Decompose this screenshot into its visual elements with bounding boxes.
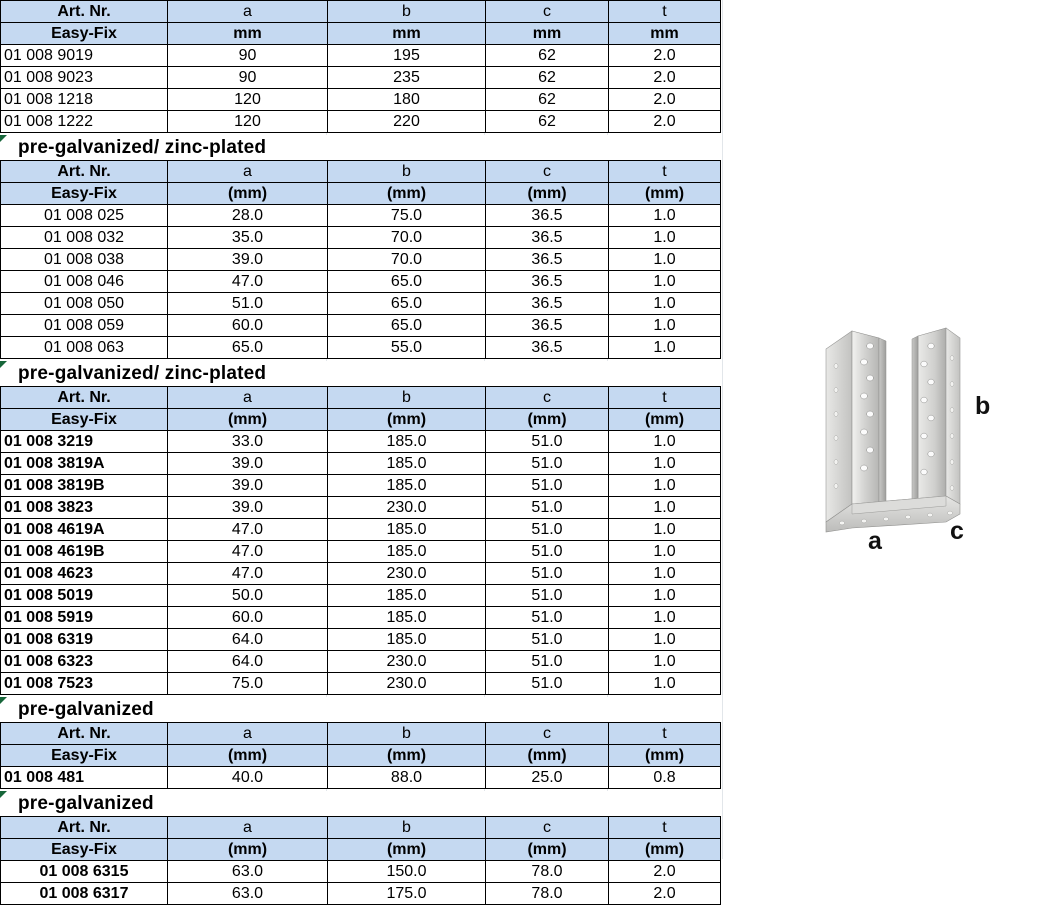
cell-dimension-c: 62	[486, 45, 609, 67]
cell-dimension-c: 36.5	[486, 271, 609, 293]
cell-dimension-t: 1.0	[609, 315, 721, 337]
cell-article-number: 01 008 9023	[1, 67, 168, 89]
cell-dimension-b: 65.0	[328, 271, 486, 293]
column-unit-t: (mm)	[609, 745, 721, 767]
cell-dimension-c: 36.5	[486, 315, 609, 337]
table-row	[1, 249, 721, 271]
cell-dimension-b: 185.0	[328, 541, 486, 563]
cell-article-number: 01 008 3219	[1, 431, 168, 453]
table-row	[1, 293, 721, 315]
section-heading	[0, 791, 720, 816]
column-unit-c: mm	[486, 23, 609, 45]
column-header-b: b	[328, 1, 486, 23]
cell-dimension-a: 33.0	[168, 431, 328, 453]
cell-dimension-c: 36.5	[486, 293, 609, 315]
cell-dimension-c: 51.0	[486, 629, 609, 651]
cell-dimension-b: 70.0	[328, 227, 486, 249]
cell-dimension-t: 1.0	[609, 475, 721, 497]
column-unit-c: (mm)	[486, 183, 609, 205]
column-unit-c: (mm)	[486, 745, 609, 767]
table-row	[1, 861, 721, 883]
table-row	[1, 767, 721, 789]
cell-dimension-t: 1.0	[609, 271, 721, 293]
cell-dimension-b: 185.0	[328, 585, 486, 607]
cell-dimension-a: 39.0	[168, 453, 328, 475]
cell-dimension-a: 60.0	[168, 607, 328, 629]
cell-dimension-b: 195	[328, 45, 486, 67]
table-row	[1, 67, 721, 89]
table-header-row	[1, 387, 721, 409]
cell-dimension-b: 185.0	[328, 453, 486, 475]
cell-dimension-b: 55.0	[328, 337, 486, 359]
dimension-label-b: b	[975, 392, 991, 420]
spec-table	[0, 160, 721, 359]
column-header-art: Art. Nr.	[1, 723, 168, 745]
cell-dimension-b: 185.0	[328, 431, 486, 453]
cell-dimension-t: 1.0	[609, 453, 721, 475]
cell-dimension-a: 120	[168, 89, 328, 111]
cell-dimension-a: 47.0	[168, 541, 328, 563]
cell-article-number: 01 008 1218	[1, 89, 168, 111]
table-units-row	[1, 23, 721, 45]
cell-dimension-c: 51.0	[486, 475, 609, 497]
table-row	[1, 111, 721, 133]
column-unit-a: (mm)	[168, 745, 328, 767]
cell-dimension-c: 51.0	[486, 607, 609, 629]
table-row	[1, 629, 721, 651]
column-unit-a: (mm)	[168, 183, 328, 205]
table-units-row	[1, 839, 721, 861]
column-unit-b: (mm)	[328, 745, 486, 767]
cell-article-number: 01 008 6317	[1, 883, 168, 905]
table-row	[1, 89, 721, 111]
table-row	[1, 541, 721, 563]
column-unit-a: (mm)	[168, 409, 328, 431]
column-header-art: Art. Nr.	[1, 1, 168, 23]
cell-dimension-t: 1.0	[609, 227, 721, 249]
cell-dimension-c: 36.5	[486, 337, 609, 359]
cell-article-number: 01 008 6323	[1, 651, 168, 673]
dimension-label-c: c	[950, 517, 964, 545]
cell-dimension-a: 63.0	[168, 883, 328, 905]
column-header-a: a	[168, 1, 328, 23]
table-row	[1, 563, 721, 585]
cell-article-number: 01 008 1222	[1, 111, 168, 133]
cell-dimension-b: 230.0	[328, 497, 486, 519]
table-row	[1, 607, 721, 629]
joist-hanger-bracket-icon	[800, 310, 1030, 560]
table-row	[1, 315, 721, 337]
section-heading-label: pre-galvanized	[18, 699, 154, 720]
column-unit-a: (mm)	[168, 839, 328, 861]
spec-table	[0, 386, 721, 695]
cell-dimension-a: 40.0	[168, 767, 328, 789]
table-row	[1, 475, 721, 497]
cell-warning-flag-icon	[0, 697, 7, 704]
cell-article-number: 01 008 025	[1, 205, 168, 227]
cell-dimension-t: 0.8	[609, 767, 721, 789]
cell-dimension-t: 1.0	[609, 497, 721, 519]
spec-table	[0, 0, 721, 133]
table-row	[1, 337, 721, 359]
cell-dimension-a: 39.0	[168, 497, 328, 519]
cell-article-number: 01 008 481	[1, 767, 168, 789]
cell-warning-flag-icon	[0, 791, 7, 798]
cell-dimension-t: 2.0	[609, 45, 721, 67]
cell-dimension-t: 1.0	[609, 651, 721, 673]
cell-dimension-c: 51.0	[486, 431, 609, 453]
cell-dimension-b: 65.0	[328, 315, 486, 337]
cell-article-number: 01 008 032	[1, 227, 168, 249]
column-unit-t: (mm)	[609, 409, 721, 431]
cell-dimension-a: 39.0	[168, 475, 328, 497]
cell-article-number: 01 008 9019	[1, 45, 168, 67]
column-header-t: t	[609, 1, 721, 23]
cell-dimension-a: 65.0	[168, 337, 328, 359]
cell-dimension-t: 1.0	[609, 337, 721, 359]
column-unit-b: (mm)	[328, 183, 486, 205]
cell-dimension-a: 47.0	[168, 271, 328, 293]
cell-dimension-t: 2.0	[609, 861, 721, 883]
cell-dimension-b: 185.0	[328, 607, 486, 629]
cell-dimension-c: 51.0	[486, 563, 609, 585]
cell-dimension-c: 62	[486, 89, 609, 111]
section-heading	[0, 697, 720, 722]
cell-dimension-c: 62	[486, 111, 609, 133]
cell-dimension-t: 1.0	[609, 607, 721, 629]
cell-dimension-c: 51.0	[486, 519, 609, 541]
cell-dimension-a: 75.0	[168, 673, 328, 695]
column-unit-t: mm	[609, 23, 721, 45]
spec-table	[0, 722, 721, 789]
cell-dimension-b: 220	[328, 111, 486, 133]
cell-warning-flag-icon	[0, 135, 7, 142]
table-row	[1, 651, 721, 673]
cell-article-number: 01 008 4619A	[1, 519, 168, 541]
column-header-t: t	[609, 161, 721, 183]
column-header-c: c	[486, 161, 609, 183]
cell-dimension-a: 63.0	[168, 861, 328, 883]
cell-dimension-a: 120	[168, 111, 328, 133]
cell-dimension-b: 180	[328, 89, 486, 111]
cell-dimension-a: 50.0	[168, 585, 328, 607]
column-unit-t: (mm)	[609, 839, 721, 861]
table-row	[1, 431, 721, 453]
cell-dimension-c: 51.0	[486, 541, 609, 563]
table-units-row	[1, 745, 721, 767]
column-header-b: b	[328, 387, 486, 409]
cell-article-number: 01 008 7523	[1, 673, 168, 695]
cell-warning-flag-icon	[0, 361, 7, 368]
section-heading	[0, 135, 720, 160]
table-row	[1, 673, 721, 695]
table-header-row	[1, 1, 721, 23]
cell-dimension-c: 25.0	[486, 767, 609, 789]
column-header-art: Art. Nr.	[1, 817, 168, 839]
column-header-c: c	[486, 387, 609, 409]
table-row	[1, 497, 721, 519]
column-header-art: Art. Nr.	[1, 161, 168, 183]
table-row	[1, 205, 721, 227]
cell-dimension-t: 1.0	[609, 673, 721, 695]
cell-dimension-t: 1.0	[609, 519, 721, 541]
cell-article-number: 01 008 038	[1, 249, 168, 271]
cell-dimension-b: 88.0	[328, 767, 486, 789]
column-header-a: a	[168, 817, 328, 839]
column-unit-b: mm	[328, 23, 486, 45]
cell-article-number: 01 008 5919	[1, 607, 168, 629]
cell-dimension-b: 230.0	[328, 651, 486, 673]
cell-dimension-a: 64.0	[168, 629, 328, 651]
table-row	[1, 519, 721, 541]
cell-dimension-c: 51.0	[486, 453, 609, 475]
cell-dimension-t: 1.0	[609, 205, 721, 227]
cell-dimension-b: 230.0	[328, 673, 486, 695]
cell-dimension-c: 78.0	[486, 883, 609, 905]
cell-dimension-t: 1.0	[609, 249, 721, 271]
cell-dimension-a: 35.0	[168, 227, 328, 249]
cell-dimension-c: 51.0	[486, 497, 609, 519]
cell-dimension-c: 51.0	[486, 585, 609, 607]
column-unit-c: (mm)	[486, 839, 609, 861]
cell-dimension-b: 235	[328, 67, 486, 89]
cell-article-number: 01 008 3819A	[1, 453, 168, 475]
table-row	[1, 585, 721, 607]
cell-dimension-t: 2.0	[609, 67, 721, 89]
column-header-t: t	[609, 723, 721, 745]
cell-dimension-c: 36.5	[486, 249, 609, 271]
cell-dimension-a: 39.0	[168, 249, 328, 271]
table-units-row	[1, 409, 721, 431]
cell-article-number: 01 008 6315	[1, 861, 168, 883]
table-header-row	[1, 723, 721, 745]
table-row	[1, 271, 721, 293]
cell-dimension-t: 1.0	[609, 563, 721, 585]
cell-dimension-t: 2.0	[609, 111, 721, 133]
cell-dimension-t: 1.0	[609, 629, 721, 651]
column-header-b: b	[328, 161, 486, 183]
column-header-t: t	[609, 817, 721, 839]
column-unit-art: Easy-Fix	[1, 839, 168, 861]
cell-dimension-a: 47.0	[168, 519, 328, 541]
cell-article-number: 01 008 3819B	[1, 475, 168, 497]
cell-dimension-c: 51.0	[486, 673, 609, 695]
table-header-row	[1, 817, 721, 839]
cell-article-number: 01 008 046	[1, 271, 168, 293]
cell-dimension-a: 28.0	[168, 205, 328, 227]
table-units-row	[1, 183, 721, 205]
cell-dimension-a: 51.0	[168, 293, 328, 315]
column-header-c: c	[486, 1, 609, 23]
table-row	[1, 453, 721, 475]
cell-dimension-a: 47.0	[168, 563, 328, 585]
cell-dimension-t: 1.0	[609, 541, 721, 563]
cell-dimension-b: 185.0	[328, 629, 486, 651]
cell-article-number: 01 008 4623	[1, 563, 168, 585]
cell-dimension-t: 1.0	[609, 431, 721, 453]
cell-dimension-b: 185.0	[328, 519, 486, 541]
cell-dimension-b: 230.0	[328, 563, 486, 585]
column-unit-a: mm	[168, 23, 328, 45]
cell-article-number: 01 008 5019	[1, 585, 168, 607]
cell-dimension-b: 185.0	[328, 475, 486, 497]
cell-article-number: 01 008 3823	[1, 497, 168, 519]
section-heading-label: pre-galvanized/ zinc-plated	[18, 137, 267, 158]
column-unit-t: (mm)	[609, 183, 721, 205]
column-unit-b: (mm)	[328, 409, 486, 431]
cell-dimension-t: 1.0	[609, 293, 721, 315]
table-row	[1, 883, 721, 905]
section-heading	[0, 361, 720, 386]
table-row	[1, 227, 721, 249]
cell-dimension-a: 60.0	[168, 315, 328, 337]
cell-dimension-b: 75.0	[328, 205, 486, 227]
table-row	[1, 45, 721, 67]
cell-dimension-c: 36.5	[486, 227, 609, 249]
column-unit-art: Easy-Fix	[1, 745, 168, 767]
cell-article-number: 01 008 6319	[1, 629, 168, 651]
cell-dimension-a: 64.0	[168, 651, 328, 673]
column-header-a: a	[168, 161, 328, 183]
cell-dimension-b: 70.0	[328, 249, 486, 271]
column-header-c: c	[486, 723, 609, 745]
column-header-c: c	[486, 817, 609, 839]
column-header-b: b	[328, 817, 486, 839]
column-unit-art: Easy-Fix	[1, 409, 168, 431]
cell-dimension-a: 90	[168, 67, 328, 89]
dimension-label-a: a	[868, 527, 882, 555]
cell-dimension-b: 175.0	[328, 883, 486, 905]
cell-dimension-c: 62	[486, 67, 609, 89]
column-unit-c: (mm)	[486, 409, 609, 431]
product-illustration	[800, 310, 1030, 560]
column-unit-b: (mm)	[328, 839, 486, 861]
column-unit-art: Easy-Fix	[1, 183, 168, 205]
cell-article-number: 01 008 050	[1, 293, 168, 315]
cell-article-number: 01 008 063	[1, 337, 168, 359]
spec-table	[0, 816, 721, 905]
section-heading-label: pre-galvanized/ zinc-plated	[18, 363, 267, 384]
section-heading-label: pre-galvanized	[18, 793, 154, 814]
cell-dimension-c: 36.5	[486, 205, 609, 227]
cell-dimension-t: 1.0	[609, 585, 721, 607]
column-header-t: t	[609, 387, 721, 409]
cell-dimension-b: 150.0	[328, 861, 486, 883]
cell-article-number: 01 008 059	[1, 315, 168, 337]
cell-dimension-b: 65.0	[328, 293, 486, 315]
cell-article-number: 01 008 4619B	[1, 541, 168, 563]
column-header-a: a	[168, 723, 328, 745]
column-header-art: Art. Nr.	[1, 387, 168, 409]
cell-dimension-c: 78.0	[486, 861, 609, 883]
cell-dimension-a: 90	[168, 45, 328, 67]
cell-dimension-t: 2.0	[609, 883, 721, 905]
table-header-row	[1, 161, 721, 183]
column-unit-art: Easy-Fix	[1, 23, 168, 45]
column-header-a: a	[168, 387, 328, 409]
cell-dimension-c: 51.0	[486, 651, 609, 673]
column-header-b: b	[328, 723, 486, 745]
cell-dimension-t: 2.0	[609, 89, 721, 111]
